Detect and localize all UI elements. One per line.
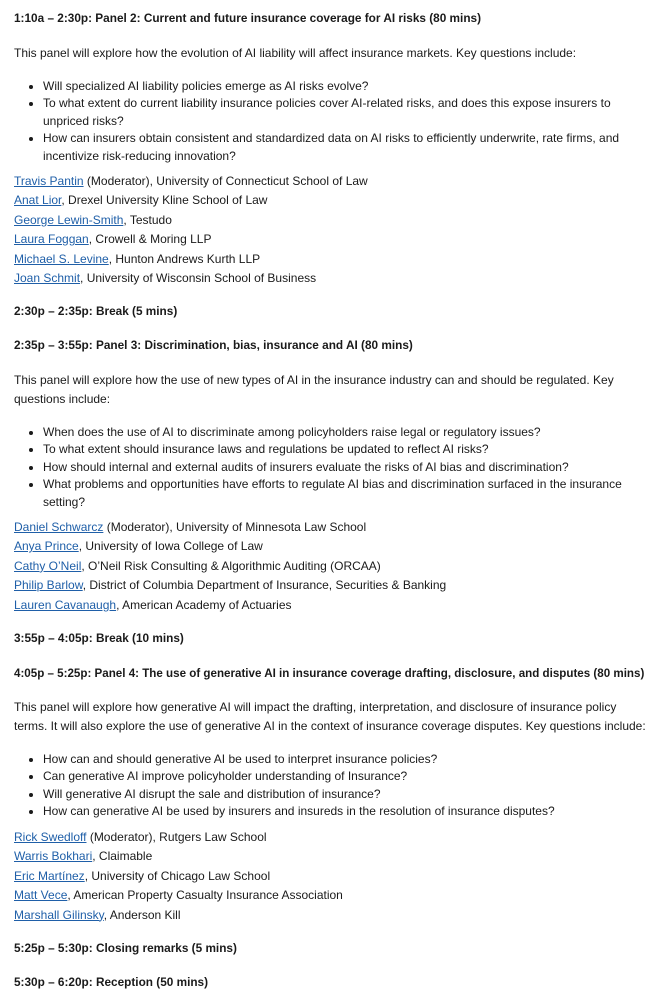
speaker-link[interactable]: Travis Pantin (14, 174, 84, 188)
speaker-link[interactable]: Eric Martínez (14, 868, 85, 883)
speaker-link[interactable]: Cathy O’Neil (14, 558, 82, 573)
panel4-questions (29, 751, 643, 821)
question-item: • When does the use of AI to discriminate among policyholders raise legal or regulatory issues? (43, 424, 643, 441)
speaker-item (14, 576, 634, 595)
speaker-affiliation: , District of Columbia Department of Insurance, Securities & Banking (82, 578, 447, 593)
question-item: • Can generative AI improve policyholder understanding of Insurance? (43, 768, 643, 785)
speaker-affiliation: , University of Wisconsin School of Business (80, 270, 317, 285)
speaker-affiliation: , University of Chicago Law School (84, 868, 271, 883)
speaker-link[interactable]: Laura Foggan (14, 232, 89, 247)
speaker-affiliation: (Moderator), University of Connecticut School of Law (83, 174, 368, 188)
speaker-link[interactable]: Anat Lior (14, 193, 62, 208)
closing-heading: 5:25p – 5:30p: Closing remarks (5 mins) (14, 941, 237, 955)
panel4-intro: This panel will explore how generative AI will impact the drafting, interpretation, and disclosure of insurance policy terms. It will also explore the use of generative AI in the context of insurance coverage disputes. Key questions include: (14, 700, 646, 733)
panel3-questions (29, 424, 643, 511)
panel3-intro: This panel will explore how the use of new types of AI in the insurance industry can and should be regulated. Key questions include: (14, 373, 614, 406)
question-item: • What problems and opportunities have efforts to regulate AI bias and discrimination surfaced in the insurance setting? (43, 476, 643, 511)
speaker-link[interactable]: Lauren Cavanaugh (14, 597, 117, 612)
speaker-item (14, 250, 634, 269)
question-item: • Will specialized AI liability policies emerge as AI risks evolve? (43, 78, 643, 95)
speaker-item (14, 596, 634, 615)
question-item: • To what extent do current liability insurance policies cover AI-related risks, and does this expose insurers to unpriced risks? (43, 95, 643, 130)
panel3-heading: 2:35p – 3:55p: Panel 3: Discrimination, bias, insurance and AI (80 mins) (14, 338, 413, 352)
speaker-item (14, 828, 634, 847)
speaker-item (14, 211, 634, 230)
reception-heading: 5:30p – 6:20p: Reception (50 mins) (14, 975, 209, 989)
speaker-link[interactable]: Anya Prince (14, 539, 79, 554)
panel2-intro: This panel will explore how the evolution of AI liability will affect insurance markets. Key questions include: (14, 46, 577, 60)
panel4-speakers (14, 828, 634, 925)
speaker-affiliation: (Moderator), University of Minnesota Law School (103, 520, 367, 534)
question-item: • How can generative AI be used by insurers and insureds in the resolution of insurance disputes? (43, 803, 643, 820)
speaker-affiliation: , Testudo (123, 212, 172, 227)
speaker-item (14, 867, 634, 886)
speaker-item (14, 191, 634, 210)
speaker-affiliation: , Hunton Andrews Kurth LLP (108, 251, 261, 266)
speaker-item (14, 557, 634, 576)
speaker-affiliation: , American Academy of Actuaries (116, 597, 292, 612)
question-item: • How should internal and external audits of insurers evaluate the risks of AI bias and discrimination? (43, 459, 643, 476)
speaker-affiliation: (Moderator), Rutgers Law School (86, 830, 267, 844)
break2-heading: 3:55p – 4:05p: Break (10 mins) (14, 631, 184, 645)
question-item: • To what extent should insurance laws and regulations be updated to reflect AI risks? (43, 441, 643, 458)
panel4-heading: 4:05p – 5:25p: Panel 4: The use of generative AI in insurance coverage drafting, disclosure, and disputes (80 mins) (14, 667, 645, 680)
panel2-questions (29, 78, 643, 165)
speaker-link[interactable]: Marshall Gilinsky (14, 907, 104, 922)
speaker-affiliation: , Claimable (92, 849, 153, 864)
panel3-speakers (14, 518, 634, 615)
speaker-affiliation: , American Property Casualty Insurance Association (67, 888, 343, 903)
speaker-affiliation: , University of Iowa College of Law (78, 539, 263, 554)
speaker-link[interactable]: Philip Barlow (14, 578, 83, 593)
speaker-link[interactable]: Michael S. Levine (14, 251, 109, 266)
break1-heading: 2:30p – 2:35p: Break (5 mins) (14, 304, 178, 318)
panel2-speakers (14, 172, 634, 288)
speaker-item (14, 886, 634, 905)
speaker-item (14, 172, 634, 191)
question-item: • Will generative AI disrupt the sale and distribution of insurance? (43, 786, 643, 803)
speaker-affiliation: , Anderson Kill (103, 907, 181, 922)
speaker-link[interactable]: Warris Bokhari (14, 849, 93, 864)
speaker-affiliation: , Crowell & Moring LLP (88, 232, 212, 247)
speaker-link[interactable]: Daniel Schwarcz (14, 520, 104, 534)
panel2-heading: 1:10a – 2:30p: Panel 2: Current and future insurance coverage for AI risks (80 mins) (14, 11, 482, 25)
speaker-link[interactable]: Matt Vece (14, 888, 68, 903)
speaker-item (14, 230, 634, 249)
speaker-item (14, 537, 634, 556)
question-item: • How can insurers obtain consistent and standardized data on AI risks to efficiently underwrite, rate firms, and incentivize risk-reducing innovation? (43, 130, 643, 165)
speaker-affiliation: , Drexel University Kline School of Law (61, 193, 268, 208)
question-item: • How can and should generative AI be used to interpret insurance policies? (43, 751, 643, 768)
speaker-item (14, 847, 634, 866)
speaker-item (14, 269, 634, 288)
speaker-link[interactable]: George Lewin-Smith (14, 212, 124, 227)
speaker-affiliation: , O’Neil Risk Consulting & Algorithmic Auditing (ORCAA) (81, 558, 381, 573)
speaker-item (14, 518, 634, 537)
speaker-link[interactable]: Joan Schmit (14, 270, 81, 285)
speaker-item (14, 906, 634, 925)
speaker-link[interactable]: Rick Swedloff (14, 830, 87, 844)
